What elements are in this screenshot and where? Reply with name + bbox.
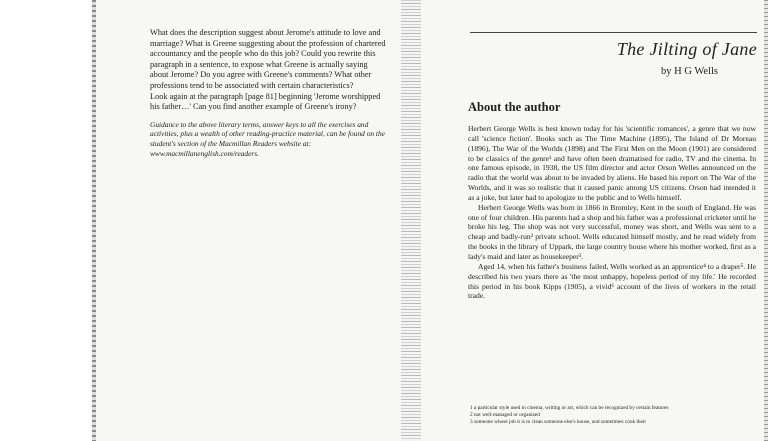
paragraph: Aged 14, when his father's business failed, Wells worked as an apprentice⁴ to a draper⁵. He described his two years there as 'the most unhappy, hopeless period of my life.' He recorded this period in his book Kipps (1905), a vivid⁶ account of the lives of workers in the retail trade. [468,261,756,301]
story-title: The Jilting of Jane [616,39,757,59]
guidance-note: Guidance to the above literary terms, answer keys to all the exercises and activities, plus a wealth of other reading-practice material, can be found on the student's section of the Macmillan Readers website at: www.macmillanenglish.com/readers. [150,119,385,158]
footnote: 2 not well-managed or organized [470,412,540,418]
paragraph: Herbert George Wells is best known today for his 'scientific romances', a genre that we now call 'science fiction'. Books such as The Time Machine (1895), The Island of Dr Moreau (1896), The War of the Worlds (1898) and The First Men on the Moon (1901) are considered to be classics of the genre¹ and have often been dramatised for radio, TV and the cinema. In one famous episode, in 1938, the US film director and actor Orson Welles announced on the radio that the world was about to be invaded by aliens. He based his report on The War of the Worlds, and it was so realistic that it caused panic among US citizens. Orson had intended it as a joke, but later had to apologize to the public and to Wells himself. [468,124,756,202]
about-author-text [468,124,756,301]
right-page-edge [764,0,768,441]
story-byline: by H G Wells [660,66,718,77]
section-heading: About the author [468,100,561,114]
footnotes [470,405,756,426]
book-gutter [401,0,421,441]
left-page-text [150,28,388,158]
footnote: 1 a particular style used in cinema, writing or art, which can be recognized by certain features [470,405,669,411]
paragraph: Herbert George Wells was born in 1866 in Bromley, Kent in the south of England. He was one of four children. His parents had a shop and his father was a professional cricketer until he broke his leg. The shop was not very successful, money was short, and Wells was sent to a cheap and badly-run² private school. Wells educated himself mostly, and he read widely from the books in the library of Uppark, the large country house where his mother worked, first as a lady's maid and later as housekeeper³. [468,202,756,261]
left-page-edge [92,0,96,441]
title-rule [470,32,757,33]
look-again-question: Look again at the paragraph [page 81] beginning 'Jerome worshipped his father…' Can you find another example of Greene's irony? [150,91,381,112]
discussion-questions: What does the description suggest about Jerome's attitude to love and marriage? What is Greene suggesting about the profession of chartered accountancy and the people who do this job? Could you rewrite this paragraph in a sentence, to expose what Greene is actually saying about Jerome? Do you agree with Greene's comments? What other professions tend to be associated with certain characteristics? [150,28,386,90]
footnote: 3 someone whose job it is to clean someone else's house, and sometimes cook their [470,419,647,425]
